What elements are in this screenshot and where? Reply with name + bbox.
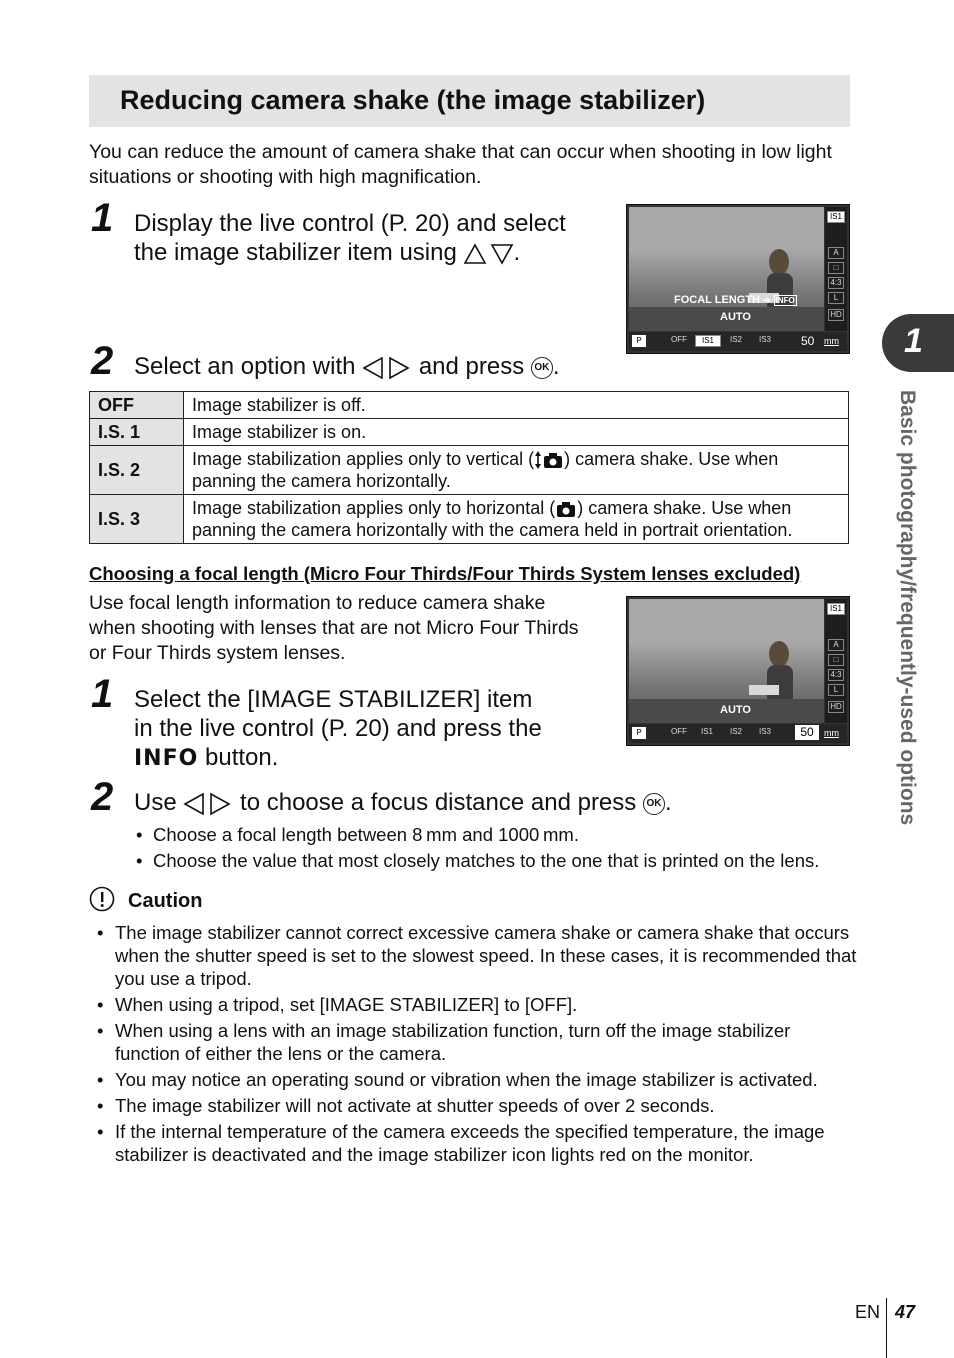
option-desc: Image stabilizer is on. — [184, 419, 849, 446]
caution-text: The image stabilizer cannot correct excessive camera shake or camera shake that occurs when the shutter speed is set to the slowest speed. In these cases, it is recommended that you use a tripod. — [115, 922, 857, 989]
step2-text-b: and press — [418, 353, 525, 380]
list-item: • When using a tripod, set [IMAGE STABILIZER] to [OFF]. — [97, 993, 857, 1016]
step1-text — [134, 209, 604, 267]
drive-icon: □ — [828, 654, 844, 666]
intro-text: You can reduce the amount of camera shake that can occur when shooting in low light situations or shooting with high magnification. — [89, 141, 832, 188]
caution-label: Caution — [128, 890, 203, 912]
is2-option: IS2 — [729, 727, 742, 736]
ok-button-icon: OK — [531, 357, 553, 379]
list-item: • Choose the value that most closely matches to the one that is printed on the lens. — [136, 850, 820, 871]
is3-option: IS3 — [758, 727, 771, 736]
drive-icon: □ — [828, 262, 844, 274]
left-right-arrows-icon — [362, 357, 412, 379]
is1-option: IS1 — [695, 335, 721, 347]
option-desc-b: ) camera shake. Use when panning the camera horizontally. — [192, 449, 779, 491]
title-bar — [89, 75, 850, 127]
aspect-ratio-icon: 4:3 — [828, 669, 844, 681]
up-down-arrows-icon — [464, 243, 514, 265]
option-key: I.S. 2 — [90, 446, 184, 495]
horizontal-shake-camera-icon — [555, 500, 577, 518]
table-row — [90, 419, 849, 446]
fstep2-text-a: Use — [134, 789, 177, 816]
step2-text-a: Select an option with — [134, 353, 356, 380]
focal-intro: Use focal length information to reduce camera shake when shooting with lenses that are not Micro Four Thirds or Four Thirds system lenses. — [89, 592, 579, 664]
off-option: OFF — [671, 727, 687, 736]
caution-text: If the internal temperature of the camera exceeds the specified temperature, the image stabilizer is deactivated and the image stabilizer icon lights red on the monitor. — [115, 1121, 825, 1165]
option-key: I.S. 3 — [90, 495, 184, 544]
vertical-shake-camera-icon — [534, 451, 564, 469]
step1-line2-wrap: the image stabilizer item using . — [134, 239, 521, 266]
option-key: OFF — [90, 392, 184, 419]
is3-option: IS3 — [758, 335, 771, 344]
wb-auto-icon: A — [828, 639, 844, 651]
focal-length-label: FOCAL LENGTH — [674, 294, 760, 306]
list-item: • If the internal temperature of the camera exceeds the specified temperature, the image stabilizer is deactivated and the image stabilizer icon lights red on the monitor. — [97, 1120, 857, 1166]
info-button-icon: INFO — [775, 296, 795, 305]
left-right-arrows-icon — [183, 793, 233, 815]
hd-icon: HD — [828, 309, 844, 321]
language-label: EN — [855, 1302, 881, 1322]
focal-unit: mm — [824, 336, 839, 346]
side-chapter-text: Basic photography/frequently-used options — [896, 390, 919, 826]
mode-icon: P — [632, 727, 646, 739]
focal-length-subheading: Choosing a focal length (Micro Four Thirds/Four Thirds System lenses excluded) — [89, 563, 801, 584]
option-desc-a: Image stabilization applies only to vertical ( — [192, 449, 535, 469]
step1-line2: the image stabilizer item using — [134, 239, 457, 266]
table-row — [90, 495, 849, 544]
focal-unit: mm — [824, 728, 839, 738]
table-row — [90, 446, 849, 495]
caution-icon — [89, 886, 117, 914]
off-option: OFF — [671, 335, 687, 344]
fstep1-line2: in the live control (P. 20) and press the — [134, 715, 542, 742]
option-desc-a: Image stabilization applies only to horizontal ( — [192, 498, 556, 518]
ok-button-icon: OK — [643, 793, 665, 815]
fstep1-line3-wrap — [134, 743, 604, 773]
side-icons — [825, 207, 847, 331]
fstep1-number: 1 — [91, 672, 114, 716]
bullet-text: Choose a focal length between 8 mm and 1000 mm. — [153, 824, 579, 845]
fstep2-text-b: to choose a focus distance and press — [240, 789, 637, 816]
fstep2-text: Use to choose a focus distance and press OK . — [134, 789, 672, 816]
is2-option: IS2 — [729, 335, 742, 344]
mode-icon: P — [632, 335, 646, 347]
list-item: • You may notice an operating sound or vibration when the image stabilizer is activated. — [97, 1068, 857, 1091]
list-item: • The image stabilizer will not activate at shutter speeds of over 2 seconds. — [97, 1094, 857, 1117]
step2-number: 2 — [91, 339, 114, 383]
chapter-number: 1 — [904, 322, 923, 360]
option-desc-cell — [184, 495, 849, 544]
step2-text: Select an option with and press OK . — [134, 353, 560, 380]
focal-value: 50 — [801, 334, 815, 348]
fstep1-line1: Select the [IMAGE STABILIZER] item — [134, 686, 533, 713]
caution-text: When using a tripod, set [IMAGE STABILIZER] to [OFF]. — [115, 994, 578, 1015]
quality-icon: L — [828, 684, 844, 696]
wb-auto-icon: A — [828, 247, 844, 259]
is1-icon: IS1 — [827, 211, 845, 223]
option-desc: Image stabilizer is off. — [184, 392, 849, 419]
aspect-ratio-icon: 4:3 — [828, 277, 844, 289]
list-item: • The image stabilizer cannot correct excessive camera shake or camera shake that occurs when the shutter speed is set to the slowest speed. In these cases, it is recommended that you use a tripod. — [97, 922, 857, 989]
caution-list — [97, 921, 857, 1169]
hd-icon: HD — [828, 701, 844, 713]
stabilizer-options-table — [89, 391, 849, 544]
option-desc-b: ) camera shake. Use when panning the camera horizontally with the camera held in portrait orientation. — [192, 498, 793, 540]
step1-number: 1 — [91, 196, 114, 240]
camera-screen-2 — [626, 596, 850, 746]
option-desc-cell — [184, 446, 849, 495]
page-number: 47 — [895, 1302, 916, 1322]
caution-text: The image stabilizer will not activate at shutter speeds of over 2 seconds. — [115, 1095, 715, 1116]
arrow-right-icon: ➔ — [763, 295, 771, 305]
quality-icon: L — [828, 292, 844, 304]
page-title: Reducing camera shake (the image stabilizer) — [120, 85, 706, 115]
fstep1-text — [134, 685, 604, 773]
preview-image — [629, 207, 824, 331]
caution-text: You may notice an operating sound or vibration when the image stabilizer is activated. — [115, 1069, 818, 1090]
side-icons — [825, 599, 847, 723]
bottom-bar — [629, 724, 847, 743]
list-item: • When using a lens with an image stabilization function, turn off the image stabilizer function of either the lens or the camera. — [97, 1019, 857, 1065]
bottom-bar — [629, 332, 847, 351]
auto-value: AUTO — [720, 311, 751, 323]
side-chapter-title — [893, 390, 921, 890]
option-key: I.S. 1 — [90, 419, 184, 446]
footer-divider — [886, 1298, 887, 1358]
caution-text: When using a lens with an image stabilization function, turn off the image stabilizer function of either the lens or the camera. — [115, 1020, 791, 1064]
fstep1-line3: button. — [205, 744, 279, 771]
list-item: • Choose a focal length between 8 mm and 1000 mm. — [136, 824, 579, 845]
camera-screen-1 — [626, 204, 850, 354]
bullet-text: Choose the value that most closely matches to the one that is printed on the lens. — [153, 850, 820, 871]
auto-value: AUTO — [720, 704, 751, 716]
is1-icon: IS1 — [827, 603, 845, 615]
step1-line1: Display the live control (P. 20) and select — [134, 210, 566, 237]
focal-value-selected: 50 — [795, 725, 819, 740]
is1-option: IS1 — [700, 727, 713, 736]
fstep2-number: 2 — [91, 775, 114, 819]
preview-image — [629, 599, 824, 723]
chapter-tab — [882, 314, 954, 372]
info-button-label: INFO — [134, 746, 199, 771]
table-row — [90, 392, 849, 419]
